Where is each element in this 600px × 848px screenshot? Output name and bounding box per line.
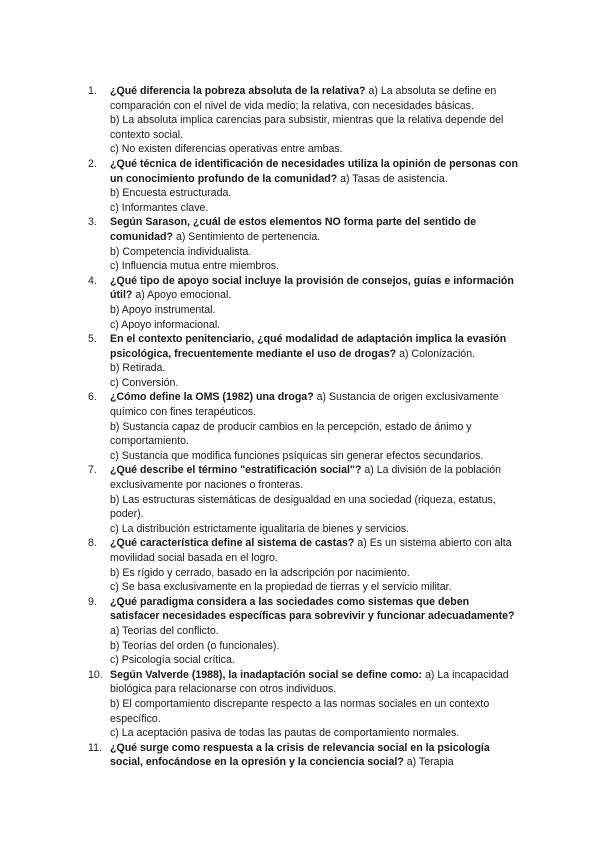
question-item bbox=[88, 595, 518, 668]
option-b: b) Retirada. bbox=[110, 362, 166, 375]
option-c: c) Se basa exclusivamente en la propiedad de tierras y el servicio militar. bbox=[110, 581, 452, 594]
option-c: c) Informantes clave. bbox=[110, 201, 209, 214]
question-stem: Según Valverde (1988), la inadaptación social se define como: bbox=[110, 668, 423, 681]
option-c: c) Psicología social crítica. bbox=[110, 654, 235, 667]
option-c: c) Sustancia que modifica funciones psíquicas sin generar efectos secundarios. bbox=[110, 449, 484, 462]
option-b: b) Competencia individualista. bbox=[110, 245, 252, 258]
option-a: a) Sentimiento de pertenencia. bbox=[175, 230, 321, 243]
question-item bbox=[88, 668, 518, 741]
question-item bbox=[88, 215, 518, 273]
question-number: 11. bbox=[88, 741, 102, 754]
option-a: a) Es un sistema abierto con alta movilidad social basada en el logro. bbox=[110, 537, 512, 564]
question-number: 5. bbox=[88, 333, 97, 346]
option-b: b) El comportamiento discrepante respecto a las normas sociales en un contexto específico. bbox=[110, 697, 490, 725]
question-item bbox=[88, 741, 518, 770]
question-stem: Según Sarason, ¿cuál de estos elementos NO forma parte del sentido de comunidad? bbox=[110, 216, 477, 243]
question-number: 6. bbox=[88, 391, 97, 404]
option-a: a) Terapia bbox=[406, 756, 454, 769]
option-b: b) La absoluta implica carencias para subsistir, mientras que la relativa depende del contexto social. bbox=[110, 114, 504, 141]
option-b: b) Es rígido y cerrado, basado en la adscripción por nacimiento. bbox=[110, 566, 410, 579]
question-number: 4. bbox=[88, 274, 97, 287]
question-number: 8. bbox=[88, 537, 97, 550]
option-c: c) Apoyo informacional. bbox=[110, 318, 221, 331]
question-stem: ¿Qué paradigma considera a las sociedades como sistemas que deben satisfacer necesidades específicas para sobrevivir y funcionar adecuadamente? bbox=[110, 595, 515, 623]
question-stem: ¿Qué surge como respuesta a la crisis de relevancia social en la psicología social, enfocándose en la opresión y la conciencia social? bbox=[110, 741, 490, 769]
option-a: a) Colonización. bbox=[399, 347, 476, 360]
question-list bbox=[88, 84, 518, 770]
option-c: c) Conversión. bbox=[110, 376, 179, 389]
question-item bbox=[88, 536, 518, 594]
option-c: c) Influencia mutua entre miembros. bbox=[110, 260, 279, 273]
question-item bbox=[88, 390, 518, 463]
question-item bbox=[88, 84, 518, 157]
question-stem: ¿Qué diferencia la pobreza absoluta de la relativa? bbox=[110, 85, 366, 97]
option-a: a) La división de la población exclusivamente por naciones o fronteras. bbox=[110, 464, 502, 492]
option-a: a) La absoluta se define en comparación con el nivel de vida medio; la relativa, con necesidades básicas. bbox=[110, 85, 497, 112]
question-item bbox=[88, 157, 518, 215]
option-a: a) Sustancia de origen exclusivamente químico con fines terapéuticos. bbox=[110, 391, 499, 419]
option-c: c) La distribución estrictamente igualitaria de bienes y servicios. bbox=[110, 522, 410, 535]
option-c: c) La aceptación pasiva de todas las pautas de comportamiento normales. bbox=[110, 727, 460, 740]
option-b: b) Las estructuras sistemáticas de desigualdad en una sociedad (riqueza, estatus, poder). bbox=[110, 493, 496, 521]
option-a: a) Apoyo emocional. bbox=[135, 289, 232, 302]
option-a: a) Teorías del conflicto. bbox=[110, 624, 219, 637]
question-number: 1. bbox=[88, 85, 97, 97]
option-b: b) Encuesta estructurada. bbox=[110, 187, 232, 200]
option-b: b) Apoyo instrumental. bbox=[110, 303, 216, 316]
question-stem: ¿Qué describe el término "estratificación social"? bbox=[110, 464, 362, 477]
option-a: a) Tasas de asistencia. bbox=[340, 172, 448, 185]
question-stem: ¿Qué tipo de apoyo social incluye la provisión de consejos, guías e información útil? bbox=[110, 274, 514, 302]
question-number: 10. bbox=[88, 668, 103, 681]
option-c: c) No existen diferencias operativas entre ambas. bbox=[110, 143, 343, 156]
question-number: 3. bbox=[88, 216, 97, 229]
question-number: 2. bbox=[88, 157, 97, 170]
question-number: 9. bbox=[88, 595, 97, 608]
question-number: 7. bbox=[88, 464, 97, 477]
option-b: b) Sustancia capaz de producir cambios en la percepción, estado de ánimo y comportamiento. bbox=[110, 420, 472, 448]
question-stem: ¿Qué característica define al sistema de castas? bbox=[110, 537, 355, 550]
question-stem: ¿Cómo define la OMS (1982) una droga? bbox=[110, 391, 314, 404]
question-stem: ¿Qué técnica de identificación de necesidades utiliza la opinión de personas con un conocimiento profundo de la comunidad? bbox=[110, 157, 518, 185]
question-item bbox=[88, 332, 518, 390]
question-stem: En el contexto penitenciario, ¿qué modalidad de adaptación implica la evasión psicológica, frecuentemente mediante el uso de drogas? bbox=[110, 333, 507, 360]
question-item bbox=[88, 274, 518, 332]
option-b: b) Teorías del orden (o funcionales). bbox=[110, 639, 280, 652]
question-item bbox=[88, 463, 518, 536]
option-a: a) La incapacidad biológica para relacionarse con otros individuos. bbox=[110, 668, 509, 696]
